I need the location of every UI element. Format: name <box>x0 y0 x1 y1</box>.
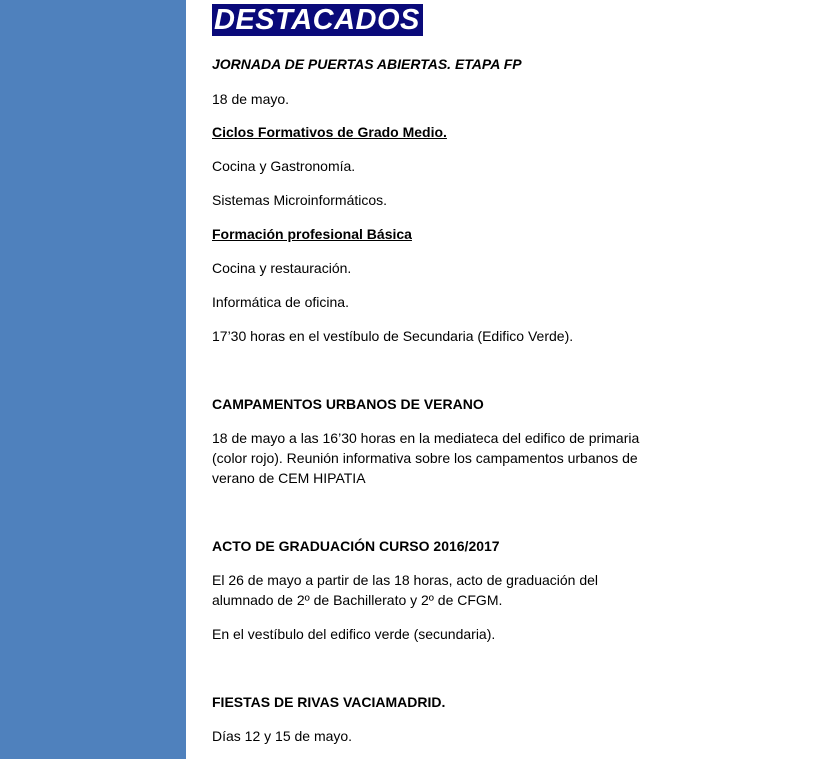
graduation-location: En el vestíbulo del edifico verde (secundaria). <box>212 626 496 642</box>
section-heading-rivas-festivities: FIESTAS DE RIVAS VACIAMADRID. <box>212 694 446 710</box>
summer-camps-text-line-3: verano de CEM HIPATIA <box>212 470 366 486</box>
section-heading-summer-camps: CAMPAMENTOS URBANOS DE VERANO <box>212 396 484 412</box>
summer-camps-text-line-1: 18 de mayo a las 16’30 horas en la mediateca del edifico de primaria <box>212 430 640 446</box>
graduation-text-line-2: alumnado de 2º de Bachillerato y 2º de CFGM. <box>212 592 503 608</box>
open-day-date: 18 de mayo. <box>212 91 290 107</box>
section-heading-graduation: ACTO DE GRADUACIÓN CURSO 2016/2017 <box>212 538 500 554</box>
sidebar-panel <box>0 0 186 759</box>
course-cocina-restauracion: Cocina y restauración. <box>212 260 352 276</box>
course-informatica-oficina: Informática de oficina. <box>212 294 349 310</box>
subheading-fp-basica: Formación profesional Básica <box>212 226 412 242</box>
graduation-text-line-1: El 26 de mayo a partir de las 18 horas, acto de graduación del <box>212 572 599 588</box>
subheading-grado-medio: Ciclos Formativos de Grado Medio. <box>212 124 447 140</box>
section-heading-open-day: JORNADA DE PUERTAS ABIERTAS. ETAPA FP <box>212 56 522 72</box>
page-title: DESTACADOS <box>212 4 423 36</box>
open-day-time-location: 17’30 horas en el vestíbulo de Secundaria (Edifico Verde). <box>212 328 574 344</box>
rivas-festivities-dates: Días 12 y 15 de mayo. <box>212 728 353 744</box>
course-sistemas-microinformaticos: Sistemas Microinformáticos. <box>212 192 388 208</box>
course-cocina-gastronomia: Cocina y Gastronomía. <box>212 158 356 174</box>
summer-camps-text-line-2: (color rojo). Reunión informativa sobre los campamentos urbanos de <box>212 450 638 466</box>
